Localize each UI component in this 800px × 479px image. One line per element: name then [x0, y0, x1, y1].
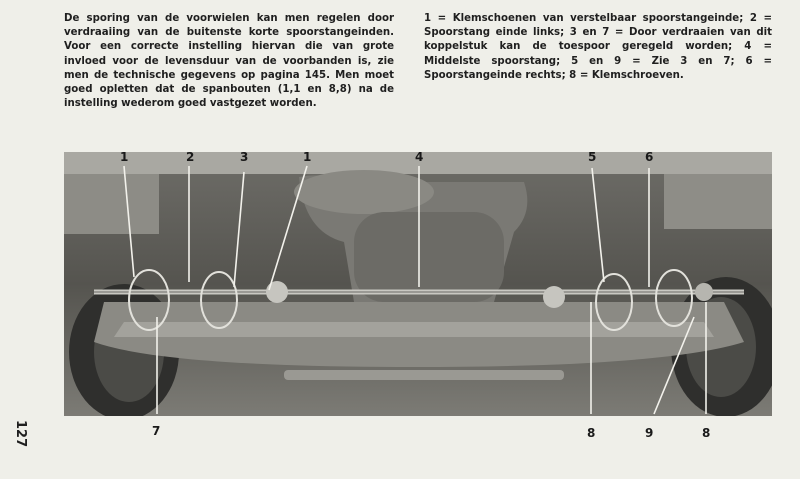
legend-paragraph: 1 = Klemschoenen van verstelbaar spoorstangeinde; 2 = Spoorstang einde links; 3 en 7 = Door verdraaien van dit koppelstuk kan de toespoor geregeld worden; 4 = Middelste spoorstang; 5 en 9 = Zie 3 en 7; 6 = Spoorstangeinde rechts; 8 = Klemschroeven.	[424, 13, 772, 81]
callout-bottom-3: 9	[645, 426, 654, 440]
callout-bottom-1: 7	[152, 424, 161, 438]
callout-top-3: 3	[240, 150, 249, 164]
callout-top-5: 4	[415, 150, 424, 164]
callout-top-1: 1	[120, 150, 129, 164]
underside-photo-drawing	[64, 152, 772, 416]
callout-top-2: 2	[186, 150, 195, 164]
underside-photo	[64, 152, 772, 416]
callout-bottom-4: 8	[702, 426, 711, 440]
callout-top-7: 6	[645, 150, 654, 164]
callout-top-4: 1	[303, 150, 312, 164]
callout-bottom-2: 8	[587, 426, 596, 440]
callout-top-6: 5	[588, 150, 597, 164]
page-number: 127	[13, 420, 28, 448]
left-paragraph: De sporing van de voorwielen kan men regelen door verdraaiing van de buitenste korte spoorstangeinden. Voor een correcte instelling hiervan die van grote invloed voor de levensduur van de voorbanden is, zie men de technische gegevens op pagina 145. Men moet goed opletten dat de spanbouten (1,1 en 8,8) na de instelling wederom goed vastgezet worden.	[64, 13, 394, 110]
